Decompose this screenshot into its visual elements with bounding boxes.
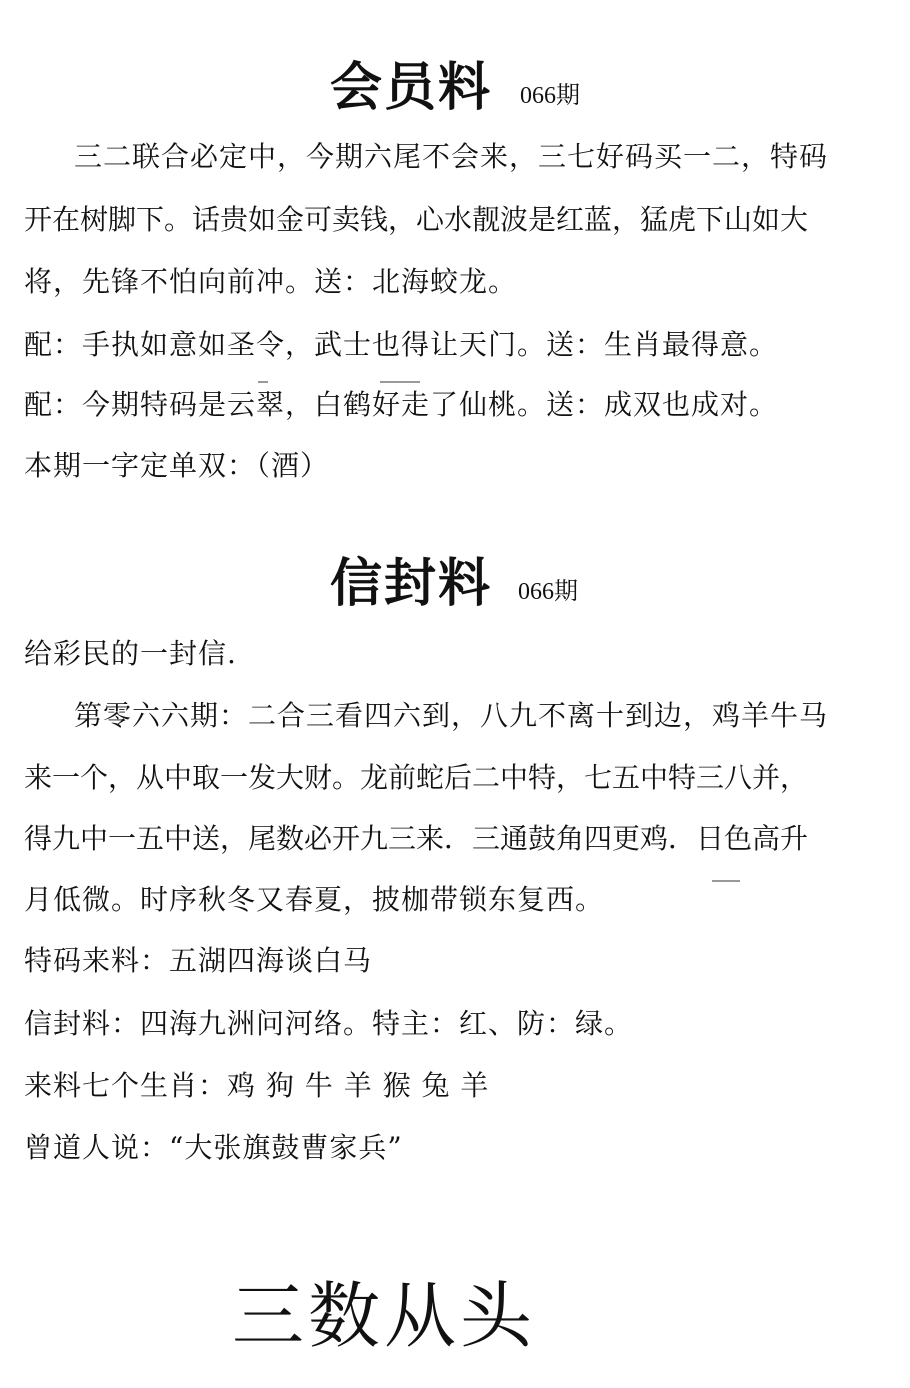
section1-heading bbox=[0, 58, 910, 132]
section1-line-1: 三二联合必定中，今期六尾不会来，三七好码买一二，特码 bbox=[74, 140, 829, 173]
scan-speck bbox=[258, 381, 268, 383]
scan-speck bbox=[380, 381, 420, 383]
section2-line-5: 月低微。时序秋冬又春夏，披枷带锁东复西。 bbox=[24, 883, 605, 916]
section2-line-9: 曾道人说：“大张旗鼓曹家兵” bbox=[24, 1131, 403, 1164]
section1-line-5: 配：今期特码是云翠，白鹤好走了仙桃。送：成双也成对。 bbox=[24, 388, 779, 421]
section2-line-8: 来料七个生肖：鸡 狗 牛 羊 猴 兔 羊 bbox=[24, 1069, 490, 1102]
section1-line-3: 将，先锋不怕向前冲。送：北海蛟龙。 bbox=[24, 265, 518, 298]
section2-line-6: 特码来料：五湖四海谈白马 bbox=[24, 944, 373, 977]
footer-title: 三数从头 bbox=[232, 1274, 537, 1358]
section2-line-1: 给彩民的一封信. bbox=[24, 637, 237, 670]
section2-line-2: 第零六六期：二合三看四六到，八九不离十到边，鸡羊牛马 bbox=[74, 699, 829, 732]
section2-line-7: 信封料：四海九洲问河络。特主：红、防：绿。 bbox=[24, 1007, 634, 1040]
section1-line-4: 配：手执如意如圣令，武士也得让天门。送：生肖最得意。 bbox=[24, 328, 779, 361]
section2-line-4: 得九中一五中送，尾数必开九三来．三通鼓角四更鸡．日色高升 bbox=[24, 822, 809, 855]
section2-line-3: 来一个，从中取一发大财。龙前蛇后二中特，七五中特三八并， bbox=[24, 761, 809, 794]
section2-issue: 066期 bbox=[518, 579, 578, 605]
section2-heading bbox=[0, 554, 910, 628]
section1-issue: 066期 bbox=[520, 83, 580, 109]
section1-line-6: 本期一字定单双：（酒） bbox=[24, 449, 330, 482]
section1-line-2: 开在树脚下。话贵如金可卖钱，心水靓波是红蓝，猛虎下山如大 bbox=[24, 203, 809, 236]
section2-title: 信封料 bbox=[330, 554, 493, 614]
section1-title: 会员料 bbox=[330, 58, 493, 118]
scan-speck bbox=[712, 880, 740, 882]
